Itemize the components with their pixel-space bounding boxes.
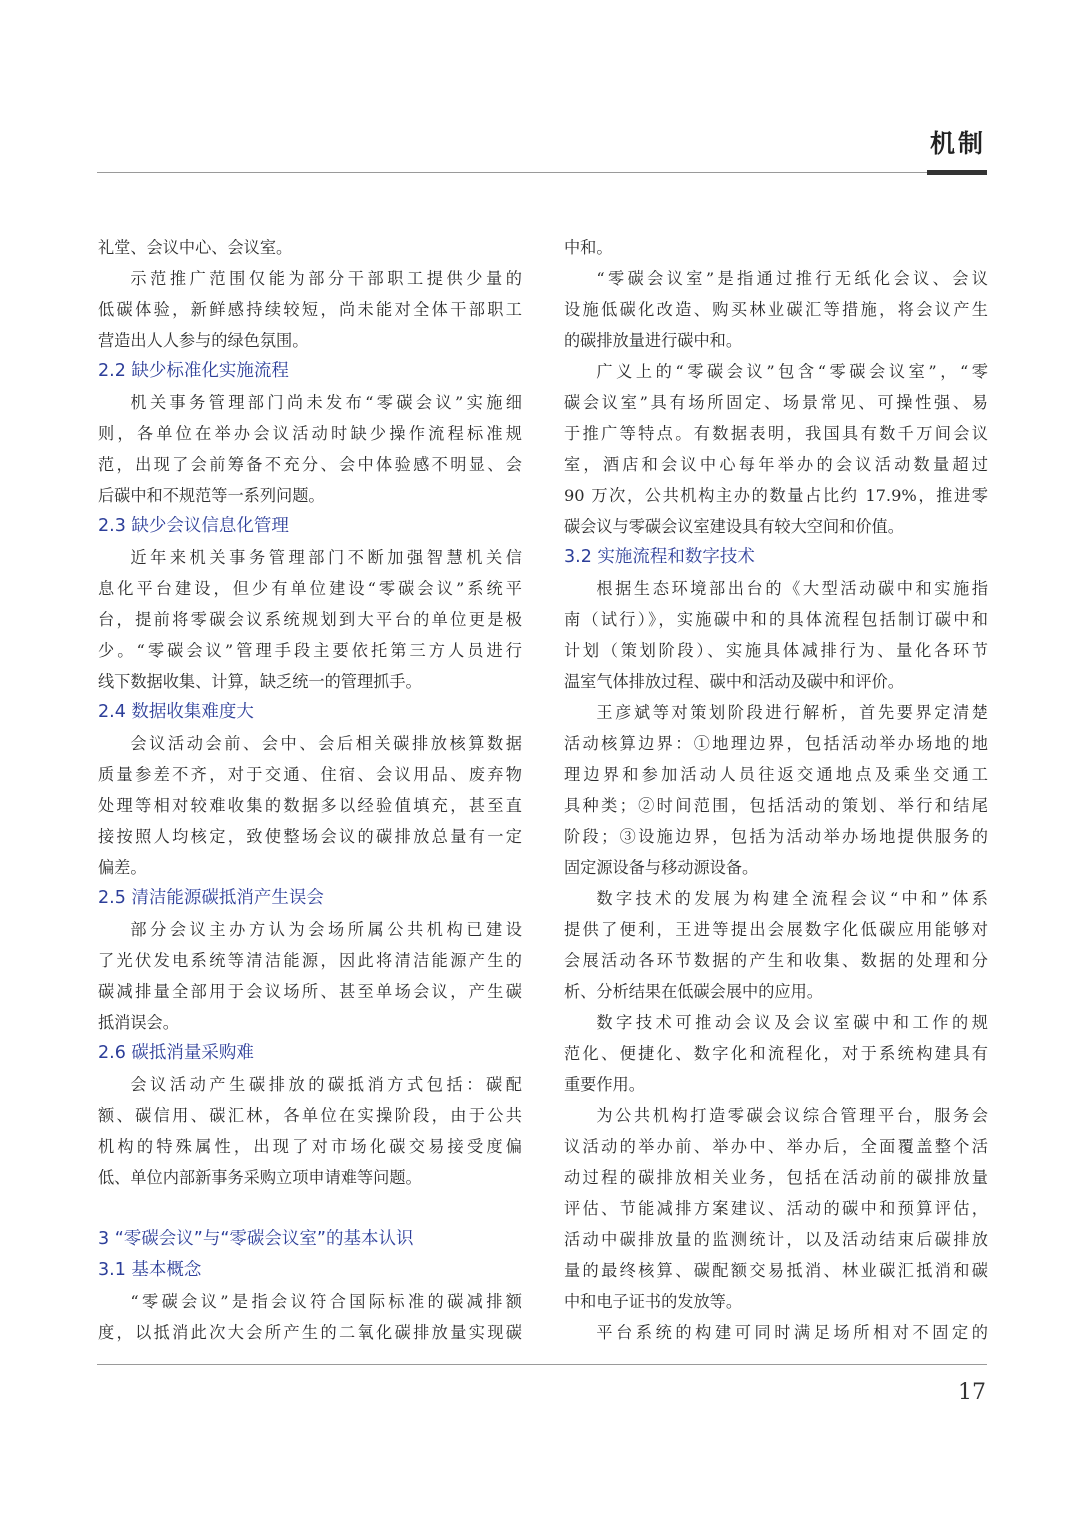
- text-line: 度，以抵消此次大会所产生的二氧化碳排放量实现碳: [98, 1323, 522, 1342]
- text-line: 示范推广范围仅能为部分干部职工提供少量的: [130, 269, 522, 288]
- text-line: 了光伏发电系统等清洁能源，因此将清洁能源产生的: [98, 951, 522, 970]
- text-line: 理边界和参加活动人员往返交通地点及乘坐交通工: [564, 765, 988, 784]
- text-line: 固定源设备与移动源设备。: [564, 858, 759, 877]
- text-line: 低碳体验，新鲜感持续较短，尚未能对全体干部职工: [98, 300, 522, 319]
- section-heading: 2.5 清洁能源碳抵消产生误会: [98, 888, 324, 908]
- text-line: “零碳会议”是指会议符合国际标准的碳减排额: [130, 1292, 522, 1311]
- text-line: 处理等相对较难收集的数据多以经验值填充，甚至直: [98, 796, 522, 815]
- section-heading: 3.1 基本概念: [98, 1260, 202, 1280]
- text-line: 于推广等特点。有数据表明，我国具有数千万间会议: [564, 424, 988, 443]
- text-line: 的碳排放量进行碳中和。: [564, 331, 743, 350]
- text-line: 碳会议与零碳会议室建设具有较大空间和价值。: [564, 517, 904, 536]
- text-line: 碳减排量全部用于会议场所、甚至单场会议，产生碳: [98, 982, 522, 1001]
- text-line: 量的最终核算、碳配额交易抵消、林业碳汇抵消和碳: [564, 1261, 988, 1280]
- text-line: 碳会议室”具有场所固定、场景常见、可操性强、易: [564, 393, 988, 412]
- text-line: 阶段；③设施边界，包括为活动举办场地提供服务的: [564, 827, 988, 846]
- spacer: [98, 1193, 522, 1224]
- text-line: 营造出人人参与的绿色氛围。: [98, 331, 309, 350]
- text-line: 数字技术的发展为构建全流程会议“中和”体系: [596, 889, 988, 908]
- text-line: 议活动的举办前、举办中、举办后，全面覆盖整个活: [564, 1137, 988, 1156]
- text-line: 线下数据收集、计算，缺乏统一的管理抓手。: [98, 672, 422, 691]
- text-line: 南（试行）》，实施碳中和的具体流程包括制订碳中和: [564, 610, 988, 629]
- text-line: 机构的特殊属性，出现了对市场化碳交易接受度偏: [98, 1137, 522, 1156]
- text-line: 具种类；②时间范围，包括活动的策划、举行和结尾: [564, 796, 988, 815]
- text-line: 为公共机构打造零碳会议综合管理平台，服务会: [596, 1106, 988, 1125]
- bottom-rule: [97, 1364, 987, 1365]
- text-line: 计划（策划阶段）、实施具体减排行为、量化各环节: [564, 641, 988, 660]
- text-line: 根据生态环境部出台的《大型活动碳中和实施指: [596, 579, 988, 598]
- top-rule: [97, 172, 987, 173]
- text-line: 中和。: [564, 238, 613, 257]
- top-rule-accent: [927, 170, 987, 175]
- text-line: 活动核算边界：①地理边界，包括活动举办场地的地: [564, 734, 988, 753]
- text-line: 室，酒店和会议中心每年举办的会议活动数量超过: [564, 455, 988, 474]
- text-line: 90 万次，公共机构主办的数量占比约 17.9%，推进零: [564, 486, 988, 505]
- section-heading: 2.6 碳抵消量采购难: [98, 1043, 254, 1063]
- section-heading: 2.3 缺少会议信息化管理: [98, 516, 289, 536]
- right-column: [564, 232, 988, 1348]
- text-line: 后碳中和不规范等一系列问题。: [98, 486, 325, 505]
- text-line: 广义上的“零碳会议”包含“零碳会议室”，“零: [596, 362, 988, 381]
- text-line: 少。“零碳会议”管理手段主要依托第三方人员进行: [98, 641, 522, 660]
- text-line: 析、分析结果在低碳会展中的应用。: [564, 982, 823, 1001]
- text-line: 平台系统的构建可同时满足场所相对不固定的: [596, 1323, 988, 1342]
- text-line: 偏差。: [98, 858, 147, 877]
- text-line: 则，各单位在举办会议活动时缺少操作流程标准规: [98, 424, 522, 443]
- text-line: 评估、节能减排方案建议、活动的碳中和预算评估，: [564, 1199, 988, 1218]
- section-heading: 2.2 缺少标准化实施流程: [98, 361, 289, 381]
- section-heading: 3.2 实施流程和数字技术: [564, 547, 755, 567]
- text-line: 提供了便利，王进等提出会展数字化低碳应用能够对: [564, 920, 988, 939]
- text-line: 抵消误会。: [98, 1013, 179, 1032]
- text-line: “零碳会议室”是指通过推行无纸化会议、会议: [596, 269, 988, 288]
- text-line: 部分会议主办方认为会场所属公共机构已建设: [130, 920, 522, 939]
- text-line: 低、单位内部新事务采购立项申请难等问题。: [98, 1168, 422, 1187]
- text-line: 动过程的碳排放相关业务，包括在活动前的碳排放量: [564, 1168, 988, 1187]
- text-line: 设施低碳化改造、购买林业碳汇等措施，将会议产生: [564, 300, 988, 319]
- text-line: 会议活动产生碳排放的碳抵消方式包括：碳配: [130, 1075, 522, 1094]
- text-line: 王彦斌等对策划阶段进行解析，首先要界定清楚: [596, 703, 988, 722]
- section-label: 机制: [929, 129, 986, 158]
- text-line: 范，出现了会前筹备不充分、会中体验感不明显、会: [98, 455, 522, 474]
- text-line: 近年来机关事务管理部门不断加强智慧机关信: [130, 548, 522, 567]
- text-line: 温室气体排放过程、碳中和活动及碳中和评价。: [564, 672, 904, 691]
- text-line: 中和电子证书的发放等。: [564, 1292, 743, 1311]
- section-heading: 2.4 数据收集难度大: [98, 702, 254, 722]
- text-line: 会议活动会前、会中、会后相关碳排放核算数据: [130, 734, 522, 753]
- text-line: 台，提前将零碳会议系统规划到大平台的单位更是极: [98, 610, 522, 629]
- text-line: 息化平台建设，但少有单位建设“零碳会议”系统平: [98, 579, 522, 598]
- text-line: 礼堂、会议中心、会议室。: [98, 238, 293, 257]
- text-line: 活动中碳排放量的监测统计，以及活动结束后碳排放: [564, 1230, 988, 1249]
- page-number: 17: [958, 1380, 986, 1405]
- text-line: 质量参差不齐，对于交通、住宿、会议用品、废弃物: [98, 765, 522, 784]
- text-line: 数字技术可推动会议及会议室碳中和工作的规: [596, 1013, 988, 1032]
- section-heading: 3 “零碳会议”与“零碳会议室”的基本认识: [98, 1229, 414, 1249]
- text-line: 重要作用。: [564, 1075, 645, 1094]
- text-line: 接按照人均核定，致使整场会议的碳排放总量有一定: [98, 827, 522, 846]
- text-line: 会展活动各环节数据的产生和收集、数据的处理和分: [564, 951, 988, 970]
- text-line: 机关事务管理部门尚未发布“零碳会议”实施细: [130, 393, 522, 412]
- text-line: 额、碳信用、碳汇林，各单位在实操阶段，由于公共: [98, 1106, 522, 1125]
- left-column: [98, 232, 522, 1348]
- text-line: 范化、便捷化、数字化和流程化，对于系统构建具有: [564, 1044, 988, 1063]
